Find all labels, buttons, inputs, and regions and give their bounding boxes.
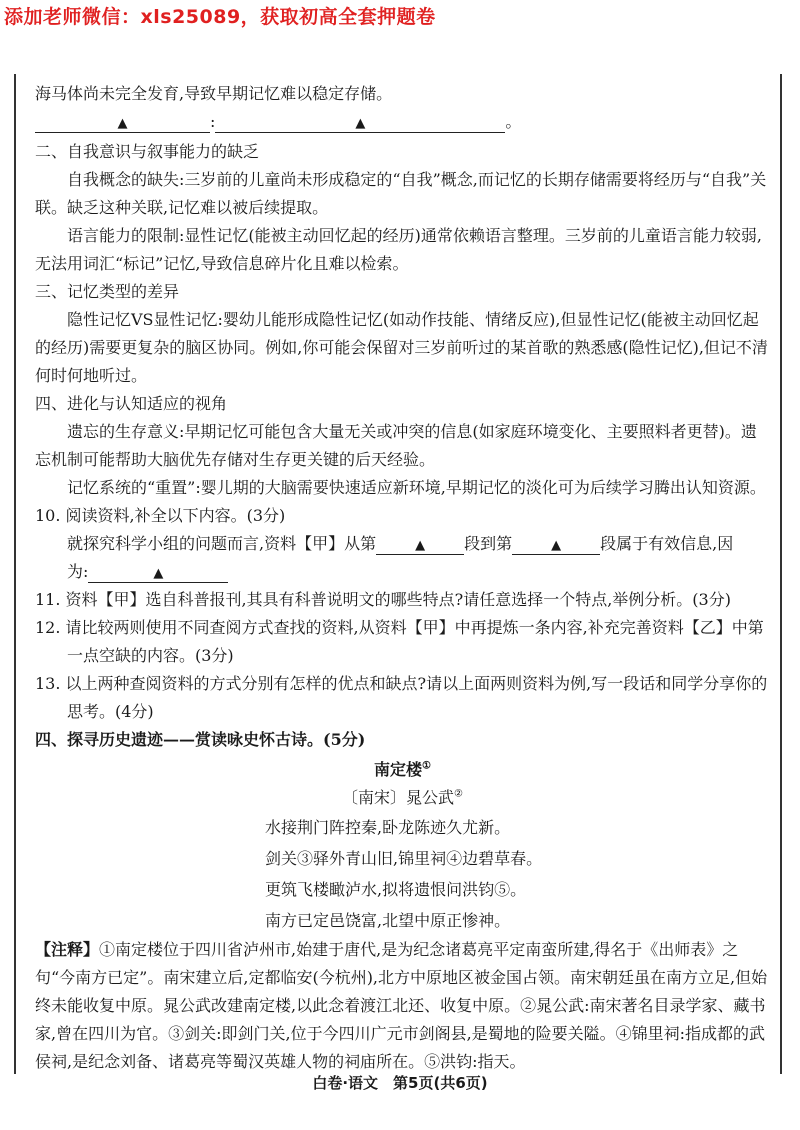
section-4-paragraph-2: 记忆系统的“重置”:婴儿期的大脑需要快速适应新环境,早期记忆的淡化可为后续学习腾出认知资源。 (67, 478, 766, 497)
top-line: 海马体尚未完全发育,导致早期记忆难以稳定存储。 (35, 84, 393, 103)
part-4-title: 四、探寻历史遗迹——赏读咏史怀古诗。(5分) (35, 730, 366, 749)
watermark-text: 添加老师微信：xls25089，获取初高全套押题卷 (4, 6, 436, 28)
poem-line-2: 剑关③驿外青山旧,锦里祠④边碧草春。 (265, 849, 543, 868)
poem-notes (35, 936, 770, 1076)
poem-line-1: 水接荆门阵控秦,卧龙陈迹久尤新。 (265, 818, 511, 837)
answer-blank-4[interactable] (512, 534, 600, 555)
poem-author-dynasty: 〔南宋〕 (342, 788, 407, 807)
answer-blank-5[interactable] (88, 562, 228, 583)
question-11: 11. 资料【甲】选自科普报刊,其具有科普说明文的哪些特点?请任意选择一个特点,举例分析。(3分) (35, 590, 731, 609)
blank-marker-icon: ▲ (415, 538, 426, 553)
section-3-title: 三、记忆类型的差异 (35, 282, 180, 301)
answer-blank-1[interactable] (35, 112, 210, 133)
poem-author-note-mark: ② (454, 788, 463, 800)
answer-blank-3[interactable] (376, 534, 464, 555)
question-12: 12. 请比较两则使用不同查阅方式查找的资料,从资料【甲】中再提炼一条内容,补充完善资料【乙】中第一点空缺的内容。(3分) (35, 618, 764, 665)
question-10-text-b: 段到第 (464, 534, 513, 553)
section-4-title: 四、进化与认知适应的视角 (35, 394, 228, 413)
section-2-paragraph-1: 自我概念的缺失:三岁前的儿童尚未形成稳定的“自我”概念,而记忆的长期存储需要将经历与“自我”关联。缺乏这种关联,记忆难以被后续提取。 (35, 170, 767, 217)
question-10-title: 10. 阅读资料,补全以下内容。(3分) (35, 506, 286, 525)
section-2-paragraph-2: 语言能力的限制:显性记忆(能被主动回忆起的经历)通常依赖语言整理。三岁前的儿童语言能力较弱,无法用词汇“标记”记忆,导致信息碎片化且难以检索。 (35, 226, 762, 273)
question-10-text-c: 段属于有效信息,因 (600, 534, 734, 553)
question-10-line-2 (35, 558, 770, 586)
poem-notes-label: 【注释】 (35, 940, 100, 959)
question-10-text-a: 就探究科学小组的问题而言,资料【甲】从第 (67, 534, 377, 553)
blank-marker-icon: ▲ (355, 116, 366, 131)
poem-author (35, 784, 770, 812)
poem-author-name: 晁公武 (406, 788, 455, 807)
section-4-paragraph-1: 遗忘的生存意义:早期记忆可能包含大量无关或冲突的信息(如家庭环境变化、主要照料者更替)。遗忘机制可能帮助大脑优先存储对生存更关键的后天经验。 (35, 422, 757, 469)
page-border-right (780, 74, 782, 1074)
question-10-line (35, 530, 770, 558)
blank-marker-icon: ▲ (117, 116, 128, 131)
poem-line-4: 南方已定邑饶富,北望中原正惨神。 (265, 911, 511, 930)
fill-blank-line (35, 108, 770, 136)
poem-notes-text: ①南定楼位于四川省泸州市,始建于唐代,是为纪念诸葛亮平定南蛮所建,得名于《出师表》之句“今南方已定”。南宋建立后,定都临安(今杭州),北方中原地区被金国占领。南宋朝廷虽在南方立足,但始终未能收复中原。晁公武改建南定楼,以此念着渡江北还、收复中原。②晁公武:南宋著名目录学家、藏书家,曾在四川为官。③剑关:即剑门关,位于今四川广元市剑阁县,是蜀地的险要关隘。④锦里祠:指成都的武侯祠,是纪念刘备、诸葛亮等蜀汉英雄人物的祠庙所在。⑤洪钧:指天。 (35, 940, 768, 1071)
answer-blank-2[interactable] (215, 112, 505, 133)
blank-marker-icon: ▲ (153, 566, 164, 581)
section-2-title: 二、自我意识与叙事能力的缺乏 (35, 142, 260, 161)
blank-marker-icon: ▲ (551, 538, 562, 553)
question-10-text-d: 为: (67, 562, 89, 581)
section-3-paragraph-1: 隐性记忆VS显性记忆:婴幼儿能形成隐性记忆(如动作技能、情绪反应),但显性记忆(能被主动回忆起的经历)需要更复杂的脑区协同。例如,你可能会保留对三岁前听过的某首歌的熟悉感(隐性记忆),但记不清何时何地听过。 (35, 310, 768, 385)
page-border-left (14, 74, 16, 1074)
poem-title (35, 756, 770, 784)
page-content (35, 80, 770, 1076)
page-footer: 白卷·语文 第5页(共6页) (312, 1074, 488, 1092)
question-13: 13. 以上两种查阅资料的方式分别有怎样的优点和缺点?请以上面两则资料为例,写一段话和同学分享你的思考。(4分) (35, 674, 768, 721)
poem-title-text: 南定楼 (374, 760, 423, 779)
poem-title-note-mark: ① (422, 760, 431, 772)
poem-line-3: 更筑飞楼瞰泸水,拟将遗恨问洪钧⑤。 (265, 880, 527, 899)
colon-text: : (210, 112, 216, 131)
period-text: 。 (505, 112, 522, 131)
